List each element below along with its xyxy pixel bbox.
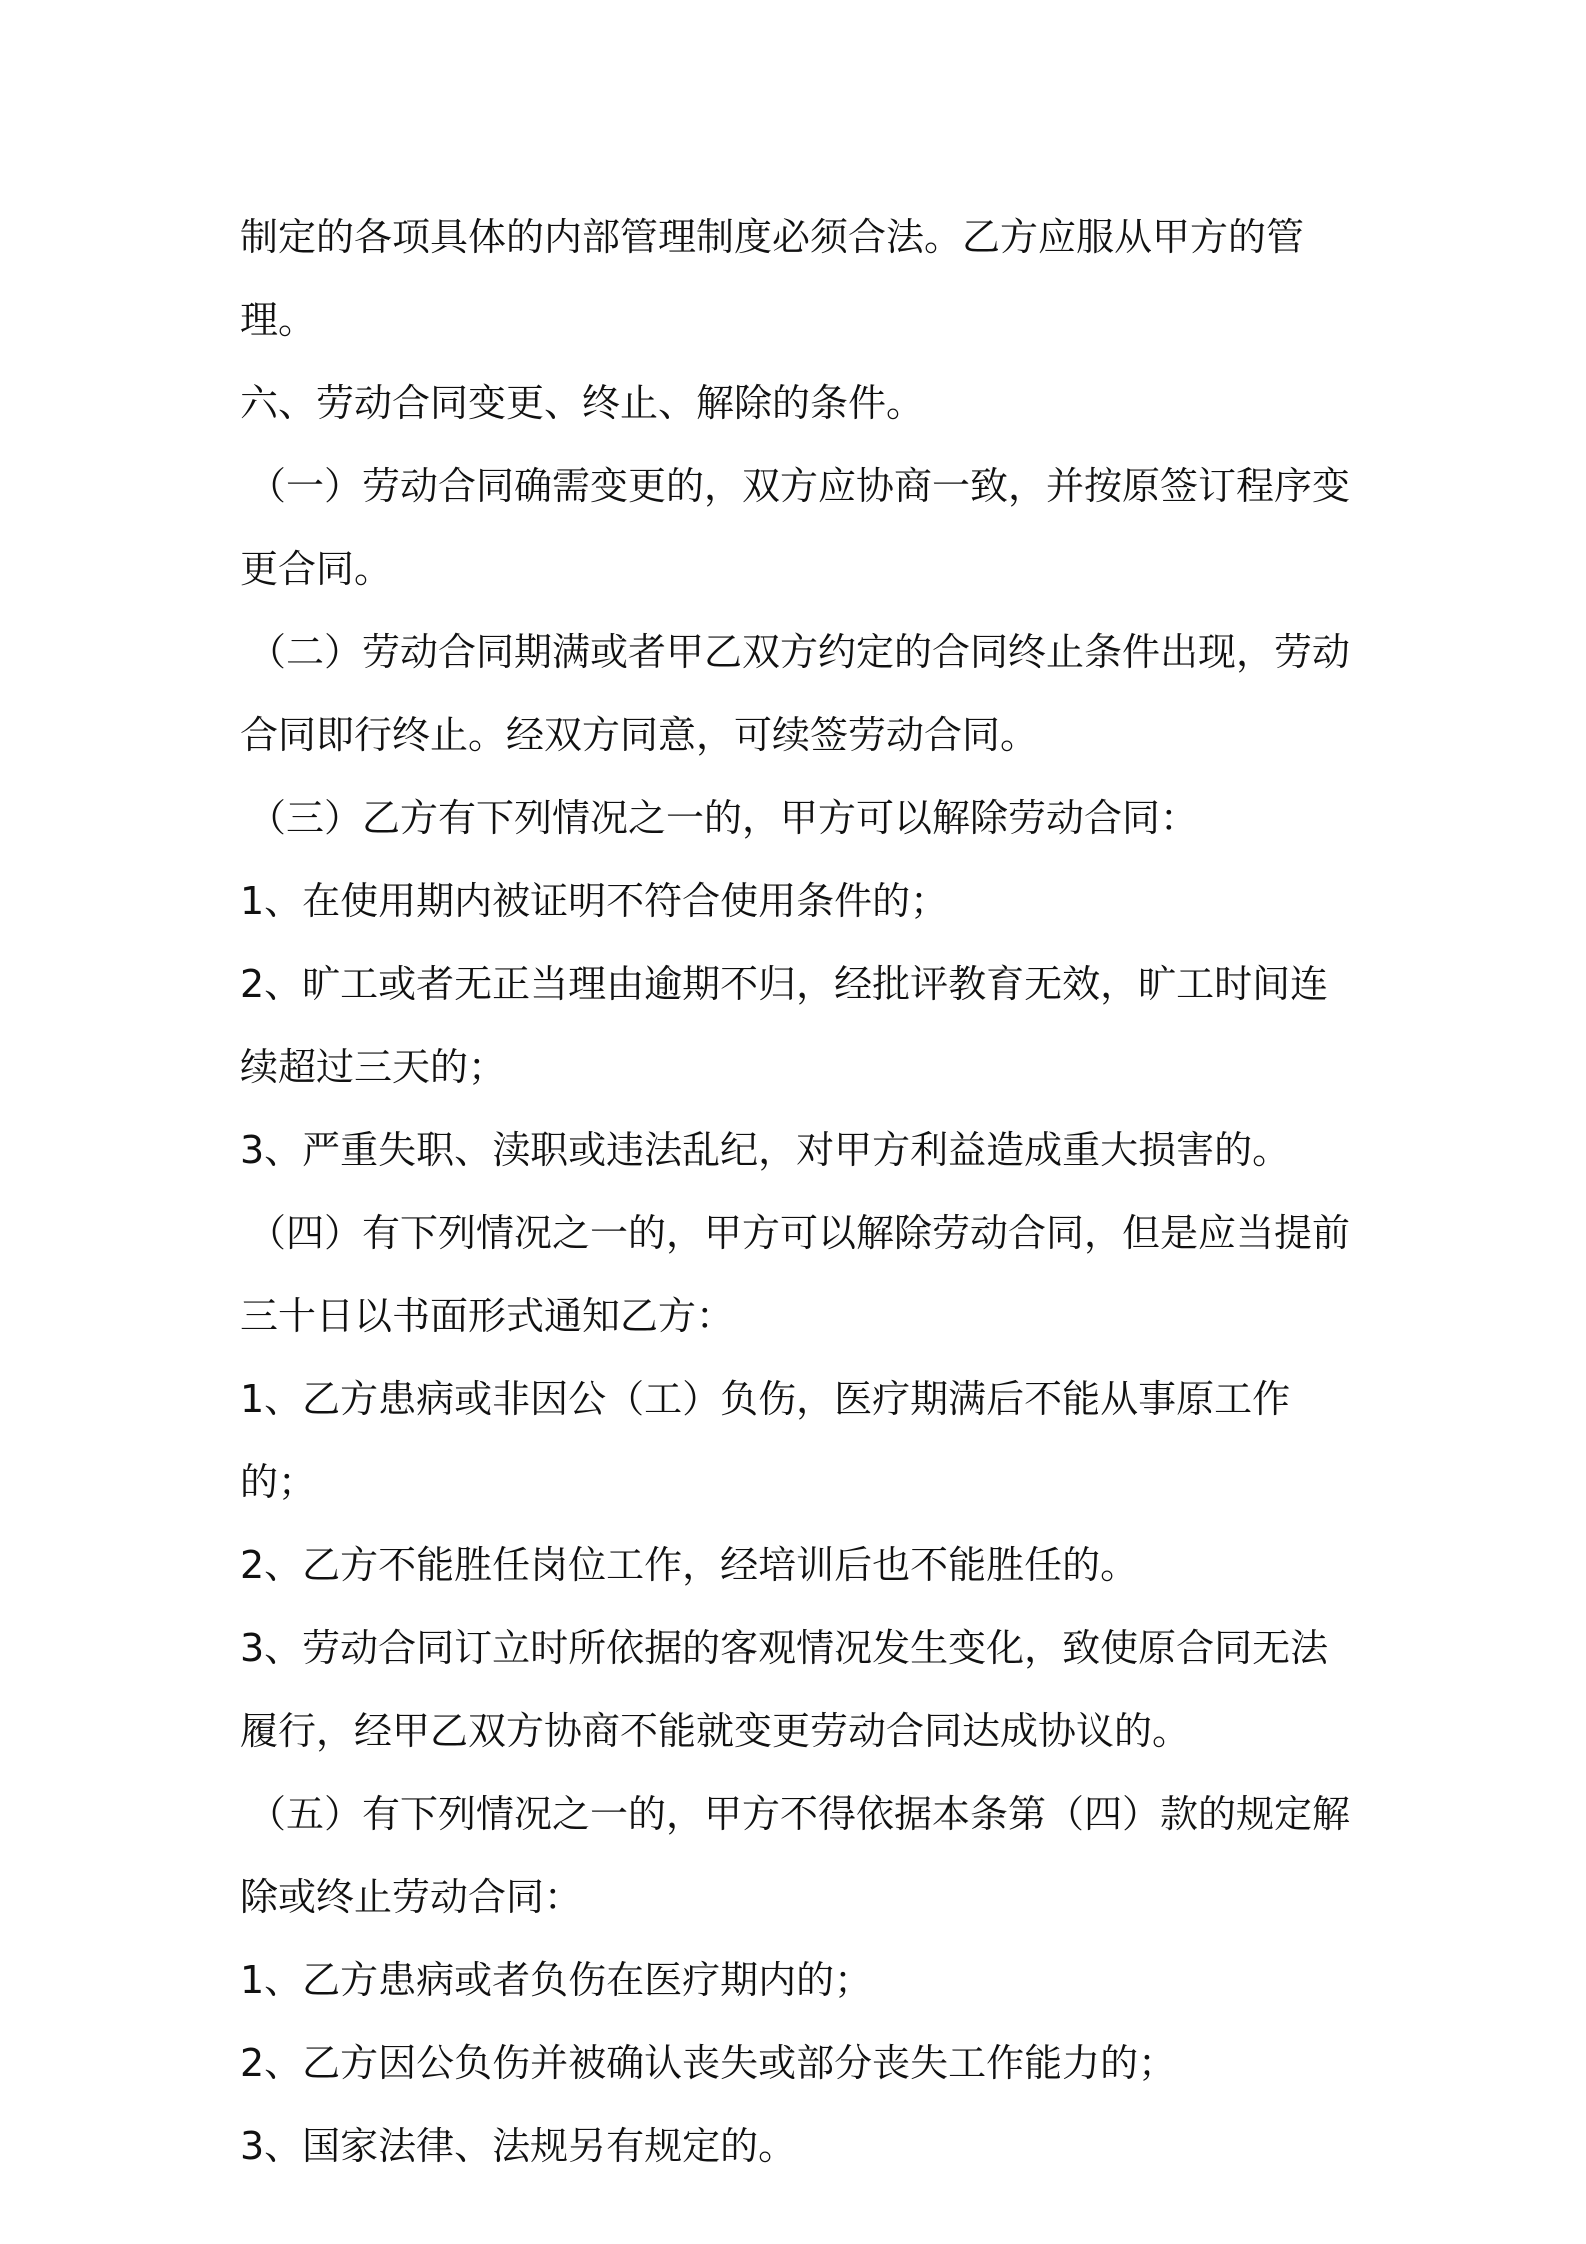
clause-four: （四）有下列情况之一的，甲方可以解除劳动合同，但是应当提前三十日以书面形式通知乙方： [240, 1211, 1351, 1338]
clause-four-item-3: 3、劳动合同订立时所依据的客观情况发生变化，致使原合同无法履行，经甲乙双方协商不能就变更劳动合同达成协议的。 [240, 1626, 1329, 1753]
clause-four-item-1: 1、乙方患病或非因公（工）负伤，医疗期满后不能从事原工作的； [240, 1377, 1291, 1504]
clause-two: （二）劳动合同期满或者甲乙双方约定的合同终止条件出现，劳动合同即行终止。经双方同意，可续签劳动合同。 [240, 630, 1351, 757]
clause-five: （五）有下列情况之一的，甲方不得依据本条第（四）款的规定解除或终止劳动合同： [240, 1792, 1351, 1919]
section-heading-six: 六、劳动合同变更、终止、解除的条件。 [240, 381, 925, 425]
clause-five-item-2: 2、乙方因公负伤并被确认丧失或部分丧失工作能力的； [240, 2041, 1177, 2085]
document-body [240, 196, 1360, 2188]
clause-three: （三）乙方有下列情况之一的，甲方可以解除劳动合同： [248, 796, 1199, 840]
paragraph-management-rules: 制定的各项具体的内部管理制度必须合法。乙方应服从甲方的管理。 [240, 215, 1305, 342]
clause-five-item-3: 3、国家法律、法规另有规定的。 [240, 2124, 797, 2168]
clause-five-item-1: 1、乙方患病或者负伤在医疗期内的； [240, 1958, 873, 2002]
clause-three-item-3: 3、严重失职、渎职或违法乱纪，对甲方利益造成重大损害的。 [240, 1128, 1291, 1172]
clause-one: （一）劳动合同确需变更的，双方应协商一致，并按原签订程序变更合同。 [240, 464, 1351, 591]
clause-four-item-2: 2、乙方不能胜任岗位工作，经培训后也不能胜任的。 [240, 1543, 1139, 1587]
clause-three-item-1: 1、在使用期内被证明不符合使用条件的； [240, 879, 949, 923]
clause-three-item-2: 2、旷工或者无正当理由逾期不归，经批评教育无效，旷工时间连续超过三天的； [240, 962, 1329, 1089]
